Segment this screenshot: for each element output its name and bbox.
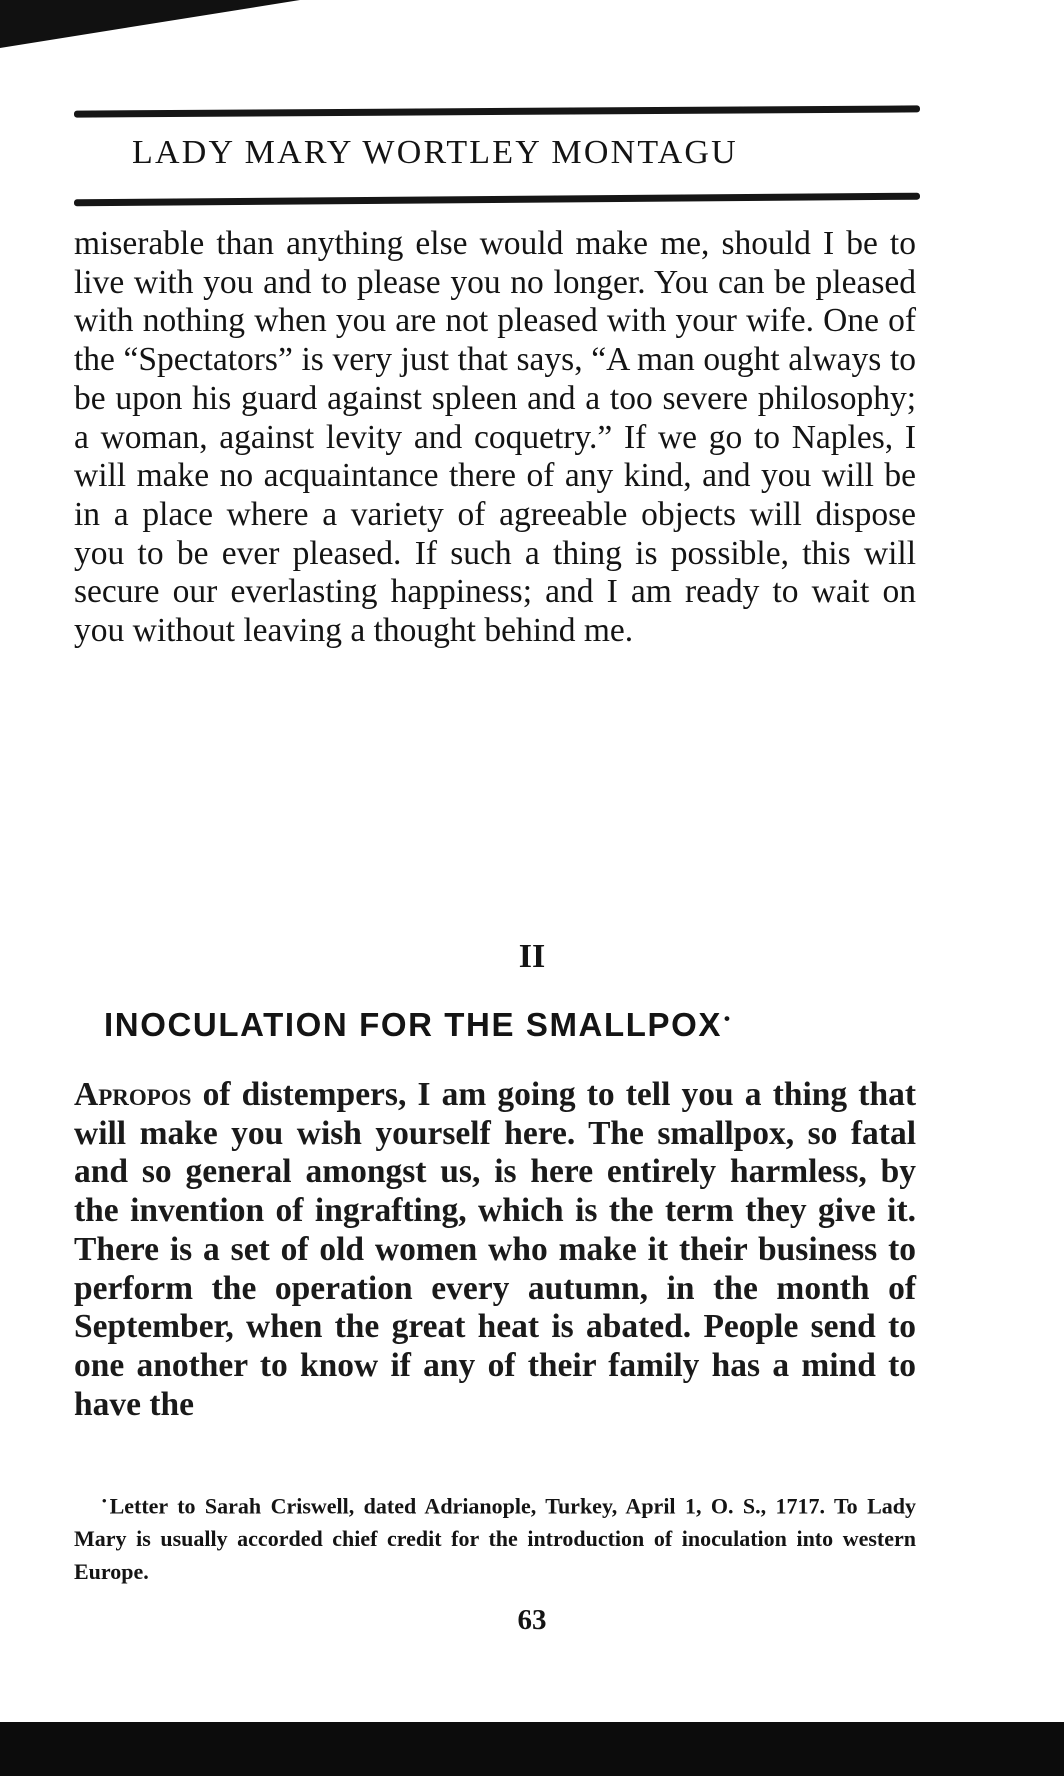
scan-corner-mark (0, 0, 300, 48)
section-title (104, 1006, 924, 1044)
footnote (74, 1484, 916, 1588)
section-paragraph-text: of distempers, I am going to tell you a thing that will make you wish yourself here. The smallpox, so fatal and so general amongst us, is here entirely harmless, by the invention of ingrafting, which is the term they give it. There is a set of old women who make it their business to perform the operation every autumn, in the month of September, when the great heat is abated. People send to one another to know if any of their family has a mind to have the (74, 1076, 916, 1423)
body-paragraph: miserable than anything else would make me, should I be to live with you and to please you no longer. You can be pleased with nothing when you are not pleased with your wife. One of the “Spectators” is very just that says, “A man ought always to be upon his guard against spleen and a too severe philosophy; a woman, against levity and coquetry.” If we go to Naples, I will make no acquaintance there of any kind, and you will be in a place where a variety of agreeable objects will dispose you to be ever pleased. If such a thing is possible, this will secure our everlasting happiness; and I am ready to wait on you without leaving a thought behind me. (74, 225, 916, 650)
section-paragraph (74, 1076, 916, 1424)
page-number: 63 (517, 1604, 547, 1636)
header-rule-top (74, 105, 920, 117)
section-title-text: INOCULATION FOR THE SMALLPOX (104, 1006, 722, 1043)
section-numeral: II (518, 938, 546, 975)
running-head: LADY MARY WORTLEY MONTAGU (132, 134, 738, 171)
small-caps-opening: Apropos (74, 1076, 192, 1113)
header-rule-bottom (74, 193, 920, 207)
footnote-ref-marker: • (102, 1493, 107, 1508)
footnote-marker: • (724, 1009, 732, 1028)
scan-bottom-edge (0, 1722, 1064, 1776)
footnote-text: Letter to Sarah Criswell, dated Adrianople, Turkey, April 1, O. S., 1717. To Lady Mary is usually accorded chief credit for the introduction of inoculation into western Europe. (74, 1493, 916, 1585)
